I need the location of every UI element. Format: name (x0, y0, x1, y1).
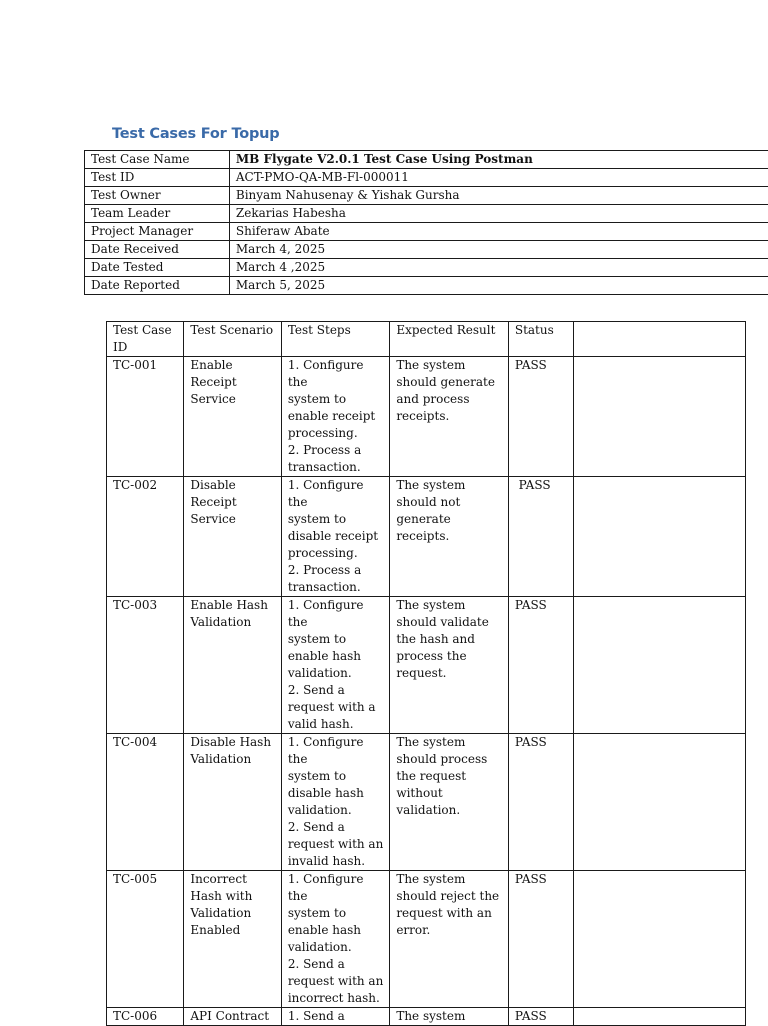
test-steps-line: request with an (288, 973, 384, 990)
header-status (508, 322, 573, 357)
info-value: MB Flygate V2.0.1 Test Case Using Postman (229, 151, 768, 169)
test-steps-line: system to (288, 631, 384, 648)
expected-result-line: should generate (396, 374, 502, 391)
test-steps-line: invalid hash. (288, 853, 384, 870)
table-row (107, 734, 746, 871)
test-steps-line: 2. Send a (288, 956, 384, 973)
expected-result-line: and process (396, 391, 502, 408)
test-steps (281, 871, 390, 1008)
test-steps-line: system to (288, 391, 384, 408)
empty-cell (574, 1008, 746, 1026)
empty-cell (574, 871, 746, 1008)
info-value: Binyam Nahusenay & Yishak Gursha (229, 187, 768, 205)
test-scenario-line: Enabled (190, 922, 274, 939)
info-label: Date Tested (85, 259, 230, 277)
test-steps-line: request with an (288, 836, 384, 853)
header-expected-result (390, 322, 509, 357)
test-steps-line: system to (288, 768, 384, 785)
table-row (107, 1008, 746, 1026)
test-cases-table (106, 321, 746, 1026)
test-steps-line: system to (288, 905, 384, 922)
test-steps (281, 734, 390, 871)
test-steps (281, 357, 390, 477)
expected-result (390, 1008, 509, 1026)
test-case-id: TC-004 (107, 734, 184, 871)
info-row (85, 205, 768, 223)
test-steps (281, 1008, 390, 1026)
test-case-id: TC-005 (107, 871, 184, 1008)
test-scenario-line: Enable Hash (190, 597, 274, 614)
test-steps-line: processing. (288, 425, 384, 442)
expected-result (390, 597, 509, 734)
header-label: Test Steps (288, 323, 351, 337)
test-scenario-line: Receipt (190, 374, 274, 391)
test-steps-line: enable hash (288, 648, 384, 665)
test-scenario (184, 1008, 281, 1026)
info-label: Test Case Name (85, 151, 230, 169)
expected-result-line: receipts. (396, 528, 502, 545)
info-value: March 5, 2025 (229, 277, 768, 295)
test-scenario-line: Disable Hash (190, 734, 274, 751)
expected-result-line: The system (396, 871, 502, 888)
test-steps-line: transaction. (288, 579, 384, 596)
info-row (85, 259, 768, 277)
header-label: Status (515, 323, 554, 337)
test-steps-line: 1. Configure the (288, 871, 384, 905)
test-steps-line: processing. (288, 545, 384, 562)
test-steps-line: validation. (288, 939, 384, 956)
expected-result-line: without (396, 785, 502, 802)
info-row (85, 187, 768, 205)
test-scenario-line: API Contract (190, 1008, 274, 1025)
info-label: Project Manager (85, 223, 230, 241)
header-test-case-id (107, 322, 184, 357)
test-scenario-line: Validation (190, 751, 274, 768)
test-scenario-line: Disable (190, 477, 274, 494)
table-row (107, 477, 746, 597)
expected-result-line: the hash and (396, 631, 502, 648)
expected-result-line: The system (396, 1008, 502, 1025)
expected-result-line: request. (396, 665, 502, 682)
empty-cell (574, 357, 746, 477)
info-label: Date Reported (85, 277, 230, 295)
test-steps-line: incorrect hash. (288, 990, 384, 1007)
expected-result-line: should process (396, 751, 502, 768)
test-case-id: TC-002 (107, 477, 184, 597)
test-steps-line: system to (288, 511, 384, 528)
test-scenario (184, 597, 281, 734)
test-steps-line: 1. Configure the (288, 734, 384, 768)
status-cell: PASS (508, 357, 573, 477)
expected-result-line: The system (396, 597, 502, 614)
test-scenario (184, 734, 281, 871)
status-cell: PASS (508, 1008, 573, 1026)
expected-result-line: receipts. (396, 408, 502, 425)
test-steps-line: validation. (288, 665, 384, 682)
test-steps-line: 1. Configure the (288, 357, 384, 391)
test-steps-line: 1. Send a (288, 1008, 384, 1025)
test-steps (281, 597, 390, 734)
expected-result-line: validation. (396, 802, 502, 819)
test-steps-line: enable receipt (288, 408, 384, 425)
test-steps-line: request with a (288, 699, 384, 716)
status-cell: PASS (508, 477, 573, 597)
info-label: Test Owner (85, 187, 230, 205)
status-cell: PASS (508, 597, 573, 734)
test-steps-line: valid hash. (288, 716, 384, 733)
test-case-id: TC-001 (107, 357, 184, 477)
info-row (85, 151, 768, 169)
info-value: Zekarias Habesha (229, 205, 768, 223)
expected-result-line: should validate (396, 614, 502, 631)
info-label: Date Received (85, 241, 230, 259)
test-steps-line: disable receipt (288, 528, 384, 545)
info-row (85, 277, 768, 295)
info-value: March 4 ,2025 (229, 259, 768, 277)
info-value: March 4, 2025 (229, 241, 768, 259)
test-steps-line: 2. Process a (288, 442, 384, 459)
expected-result-line: The system (396, 734, 502, 751)
test-steps-line: 1. Configure the (288, 477, 384, 511)
header-empty (574, 322, 746, 357)
test-steps-line: enable hash (288, 922, 384, 939)
test-scenario-line: Receipt (190, 494, 274, 511)
info-row (85, 169, 768, 187)
expected-result-line: should reject the (396, 888, 502, 905)
test-scenario-line: Hash with (190, 888, 274, 905)
header-test-steps (281, 322, 390, 357)
test-scenario (184, 477, 281, 597)
expected-result (390, 357, 509, 477)
empty-cell (574, 477, 746, 597)
status-cell: PASS (508, 871, 573, 1008)
header-label: Test Scenario (190, 323, 273, 337)
empty-cell (574, 597, 746, 734)
empty-cell (574, 734, 746, 871)
test-scenario (184, 871, 281, 1008)
expected-result-line: process the (396, 648, 502, 665)
test-steps-line: transaction. (288, 459, 384, 476)
expected-result (390, 871, 509, 1008)
test-steps-line: 1. Configure the (288, 597, 384, 631)
test-steps-line: 2. Send a (288, 682, 384, 699)
test-case-id: TC-006 (107, 1008, 184, 1026)
test-scenario-line: Validation (190, 905, 274, 922)
expected-result (390, 734, 509, 871)
test-steps-line: 2. Send a (288, 819, 384, 836)
test-info-table (84, 150, 768, 295)
table-row (107, 597, 746, 734)
expected-result (390, 477, 509, 597)
expected-result-line: generate (396, 511, 502, 528)
test-scenario (184, 357, 281, 477)
info-label: Team Leader (85, 205, 230, 223)
header-test-scenario (184, 322, 281, 357)
test-scenario-line: Enable (190, 357, 274, 374)
info-value: ACT-PMO-QA-MB-Fl-000011 (229, 169, 768, 187)
header-label: Expected Result (396, 323, 495, 337)
expected-result-line: The system (396, 477, 502, 494)
test-scenario-line: Service (190, 511, 274, 528)
test-scenario-line: Validation (190, 614, 274, 631)
section-title: Test Cases For Topup (112, 124, 279, 144)
expected-result-line: the request (396, 768, 502, 785)
table-header-row (107, 322, 746, 357)
test-case-id: TC-003 (107, 597, 184, 734)
expected-result-line: error. (396, 922, 502, 939)
status-cell: PASS (508, 734, 573, 871)
info-row (85, 241, 768, 259)
test-steps-line: 2. Process a (288, 562, 384, 579)
info-label: Test ID (85, 169, 230, 187)
expected-result-line: should not (396, 494, 502, 511)
table-row (107, 871, 746, 1008)
expected-result-line: The system (396, 357, 502, 374)
info-row (85, 223, 768, 241)
expected-result-line: request with an (396, 905, 502, 922)
test-steps (281, 477, 390, 597)
table-row (107, 357, 746, 477)
header-label: Test Case ID (113, 323, 172, 354)
test-scenario-line: Service (190, 391, 274, 408)
test-steps-line: disable hash (288, 785, 384, 802)
test-steps-line: validation. (288, 802, 384, 819)
info-value: Shiferaw Abate (229, 223, 768, 241)
test-scenario-line: Incorrect (190, 871, 274, 888)
